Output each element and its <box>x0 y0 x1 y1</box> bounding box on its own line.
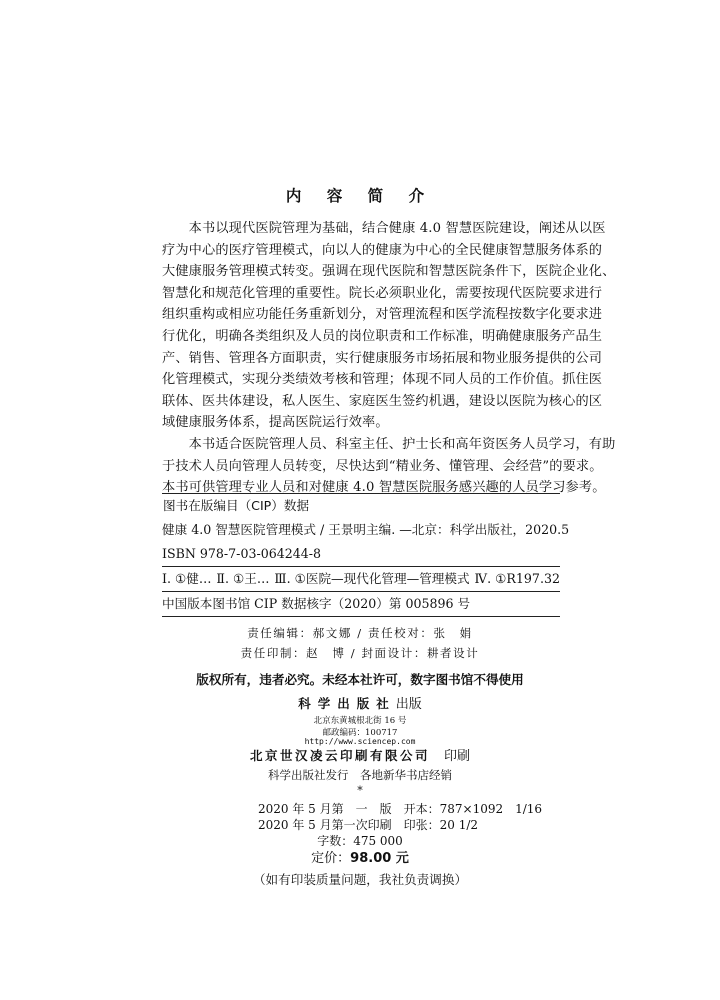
price-label: 定价： <box>311 851 351 866</box>
copyright-notice: 版权所有，违者必究。未经本社许可，数字图书馆不得使用 <box>196 672 524 687</box>
summary-line: 大健康服务管理模式转变。强调在现代医院和智慧医院条件下，医院企业化、 <box>162 264 616 280</box>
printer-suffix: 印刷 <box>444 749 471 764</box>
summary-line: 本书以现代医院管理为基础，结合健康 4.0 智慧医院建设，阐述从以医 <box>162 221 606 236</box>
cip-class-item: Ⅲ. ①医院—现代化管理—管理模式 <box>274 571 470 586</box>
publisher-suffix: 出版 <box>395 697 422 712</box>
summary-line: 化管理模式，实现分类绩效考核和管理；体现不同人员的工作价值。抓住医 <box>162 372 603 388</box>
cip-verification: 中国版本图书馆 CIP 数据核字（2020）第 005896 号 <box>162 596 471 611</box>
editor-credits: 责任编辑：郝文娜 / 责任校对：张 娟 <box>247 626 473 640</box>
price-line <box>0 847 720 866</box>
summary-line: 联体、医共体建设，私人医生、家庭医生签约机遇，建设以医院为核心的区 <box>162 393 603 409</box>
summary-line: 本书可供管理专业人员和对健康 4.0 智慧医院服务感兴趣的人员学习参考。 <box>162 480 606 496</box>
cip-class-item: Ⅰ. ①健… <box>162 571 212 586</box>
cip-classification <box>162 567 560 591</box>
cip-block <box>162 493 570 617</box>
edition-line: 2020 年 5 月第 一 版 开本：787×1092 1/16 <box>258 802 543 816</box>
summary-line: 域健康服务体系，提高医院运行效率。 <box>162 415 389 431</box>
distribution-line: 科学出版社发行 各地新华书店经销 <box>268 768 452 782</box>
printer-name: 北京世汉凌云印刷有限公司 <box>249 748 430 763</box>
cip-heading: 图书在版编目（CIP）数据 <box>163 498 310 513</box>
summary-line: 智慧化和规范化管理的重要性。院长必须职业化，需要按现代医院要求进行 <box>162 285 603 301</box>
summary-line: 本书适合医院管理人员、科室主任、护士长和高年资医务人员学习，有助 <box>162 436 616 452</box>
publisher-name: 科学出版社 <box>298 696 396 711</box>
summary-line: 行优化，明确各类组织及人员的岗位职责和工作标准，明确健康服务产品生 <box>162 328 603 344</box>
summary-line: 组织重构或相应功能任务重新划分，对管理流程和医学流程按数字化要求进 <box>162 307 603 323</box>
publisher-url: http://www.sciencep.com <box>304 737 416 746</box>
summary-line: 产、销售、管理各方面职责，实行健康服务市场拓展和物业服务提供的公司 <box>162 350 603 366</box>
separator-mark: * <box>357 784 363 797</box>
printer-line <box>0 745 720 764</box>
summary-line: 于技术人员向管理人员转变，尽快达到“精业务、懂管理、会经营”的要求。 <box>162 458 603 474</box>
word-count: 字数：475 000 <box>317 834 403 848</box>
publisher-line <box>0 693 720 712</box>
cip-class-item: Ⅱ. ①王… <box>216 571 270 586</box>
cip-book-line: 健康 4.0 智慧医院管理模式 / 王景明主编. —北京：科学出版社，2020.5 <box>162 522 570 537</box>
summary-title: 内 容 简 介 <box>285 187 435 205</box>
price-value: 98.00 元 <box>350 851 409 866</box>
publisher-postcode: 邮政编码：100717 <box>322 728 398 738</box>
cip-isbn: ISBN 978-7-03-064244-8 <box>162 546 322 561</box>
printing-line: 2020 年 5 月第一次印刷 印张：20 1/2 <box>258 818 479 832</box>
production-credits: 责任印制：赵 博 / 封面设计：耕者设计 <box>240 646 480 660</box>
cip-class-item: Ⅳ. ①R197.32 <box>474 571 560 586</box>
publisher-address: 北京东黄城根北街 16 号 <box>313 716 407 726</box>
return-note: （如有印装质量问题，我社负责调换） <box>252 872 468 887</box>
summary-line: 疗为中心的医疗管理模式，向以人的健康为中心的全民健康智慧服务体系的 <box>162 242 603 258</box>
summary-body <box>162 218 616 499</box>
